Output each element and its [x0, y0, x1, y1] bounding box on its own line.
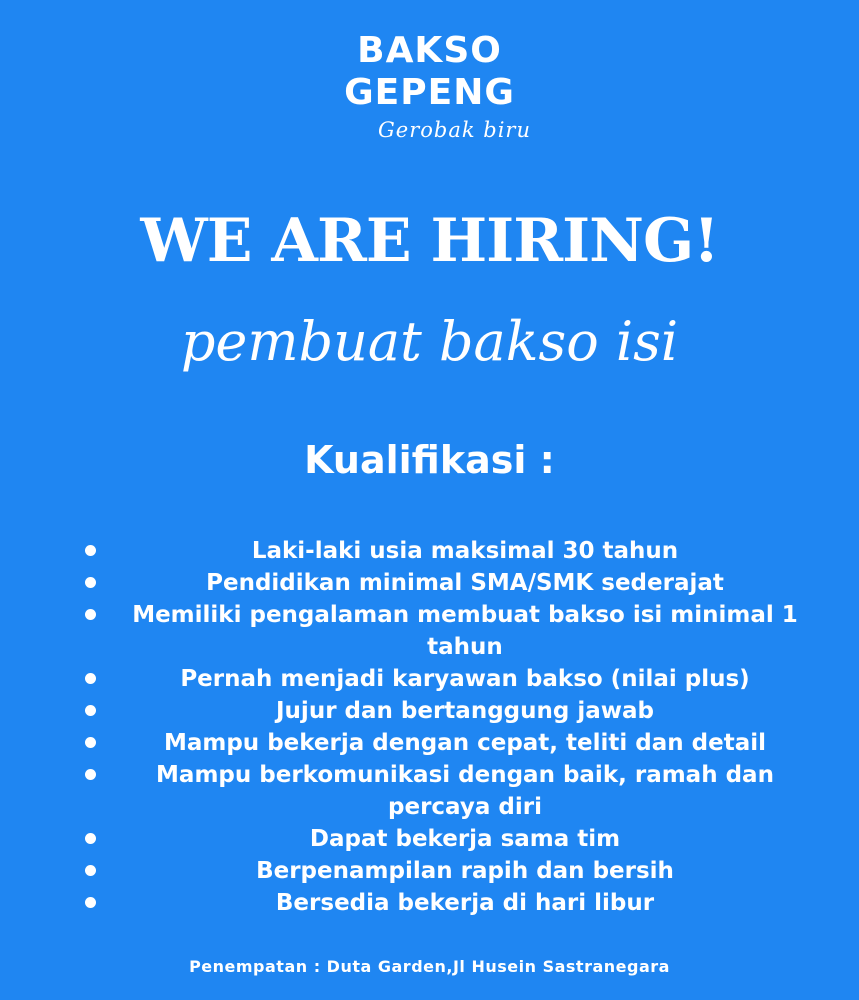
list-item	[70, 599, 830, 663]
qualification-text: Laki-laki usia maksimal 30 tahun	[251, 538, 679, 564]
list-item	[70, 567, 830, 599]
job-position: pembuat bakso isi	[180, 310, 679, 373]
list-item	[70, 759, 830, 823]
qualification-text: Mampu bekerja dengan cepat, teliti dan detail	[163, 730, 767, 756]
bullet-icon	[85, 833, 96, 844]
qualification-text: Dapat bekerja sama tim	[309, 826, 621, 852]
bullet-icon	[85, 609, 96, 620]
logo-line-1: BAKSO	[357, 30, 502, 71]
bullet-icon	[85, 769, 96, 780]
logo-line-2: GEPENG	[344, 72, 515, 113]
qualifications-list	[70, 535, 830, 919]
bullet-icon	[85, 577, 96, 588]
bullet-icon	[85, 737, 96, 748]
qualification-text: Pendidikan minimal SMA/SMK sederajat	[206, 570, 724, 596]
qualifications-title: Kualifikasi :	[304, 438, 555, 482]
bullet-icon	[85, 673, 96, 684]
list-item	[70, 855, 830, 887]
bullet-icon	[85, 705, 96, 716]
qualification-text: Jujur dan bertanggung jawab	[276, 698, 654, 724]
qualification-text: Berpenampilan rapih dan bersih	[256, 858, 674, 884]
bullet-icon	[85, 865, 96, 876]
list-item	[70, 887, 830, 919]
qualification-text: Pernah menjadi karyawan bakso (nilai plus)	[180, 666, 750, 692]
bullet-icon	[85, 545, 96, 556]
bullet-icon	[85, 897, 96, 908]
list-item	[70, 823, 830, 855]
list-item	[70, 695, 830, 727]
qualification-text: Bersedia bekerja di hari libur	[275, 890, 655, 916]
list-item	[70, 663, 830, 695]
qualification-text: Memiliki pengalaman membuat bakso isi minimal 1 tahun	[132, 602, 798, 660]
list-item	[70, 535, 830, 567]
placement-location: Penempatan : Duta Garden,Jl Husein Sastranegara	[189, 957, 670, 976]
qualification-text: Mampu berkomunikasi dengan baik, ramah dan percaya diri	[156, 762, 774, 820]
logo-tagline: Gerobak biru	[378, 118, 531, 142]
brand-logo	[0, 30, 859, 142]
hiring-headline: WE ARE HIRING!	[140, 206, 719, 276]
list-item	[70, 727, 830, 759]
